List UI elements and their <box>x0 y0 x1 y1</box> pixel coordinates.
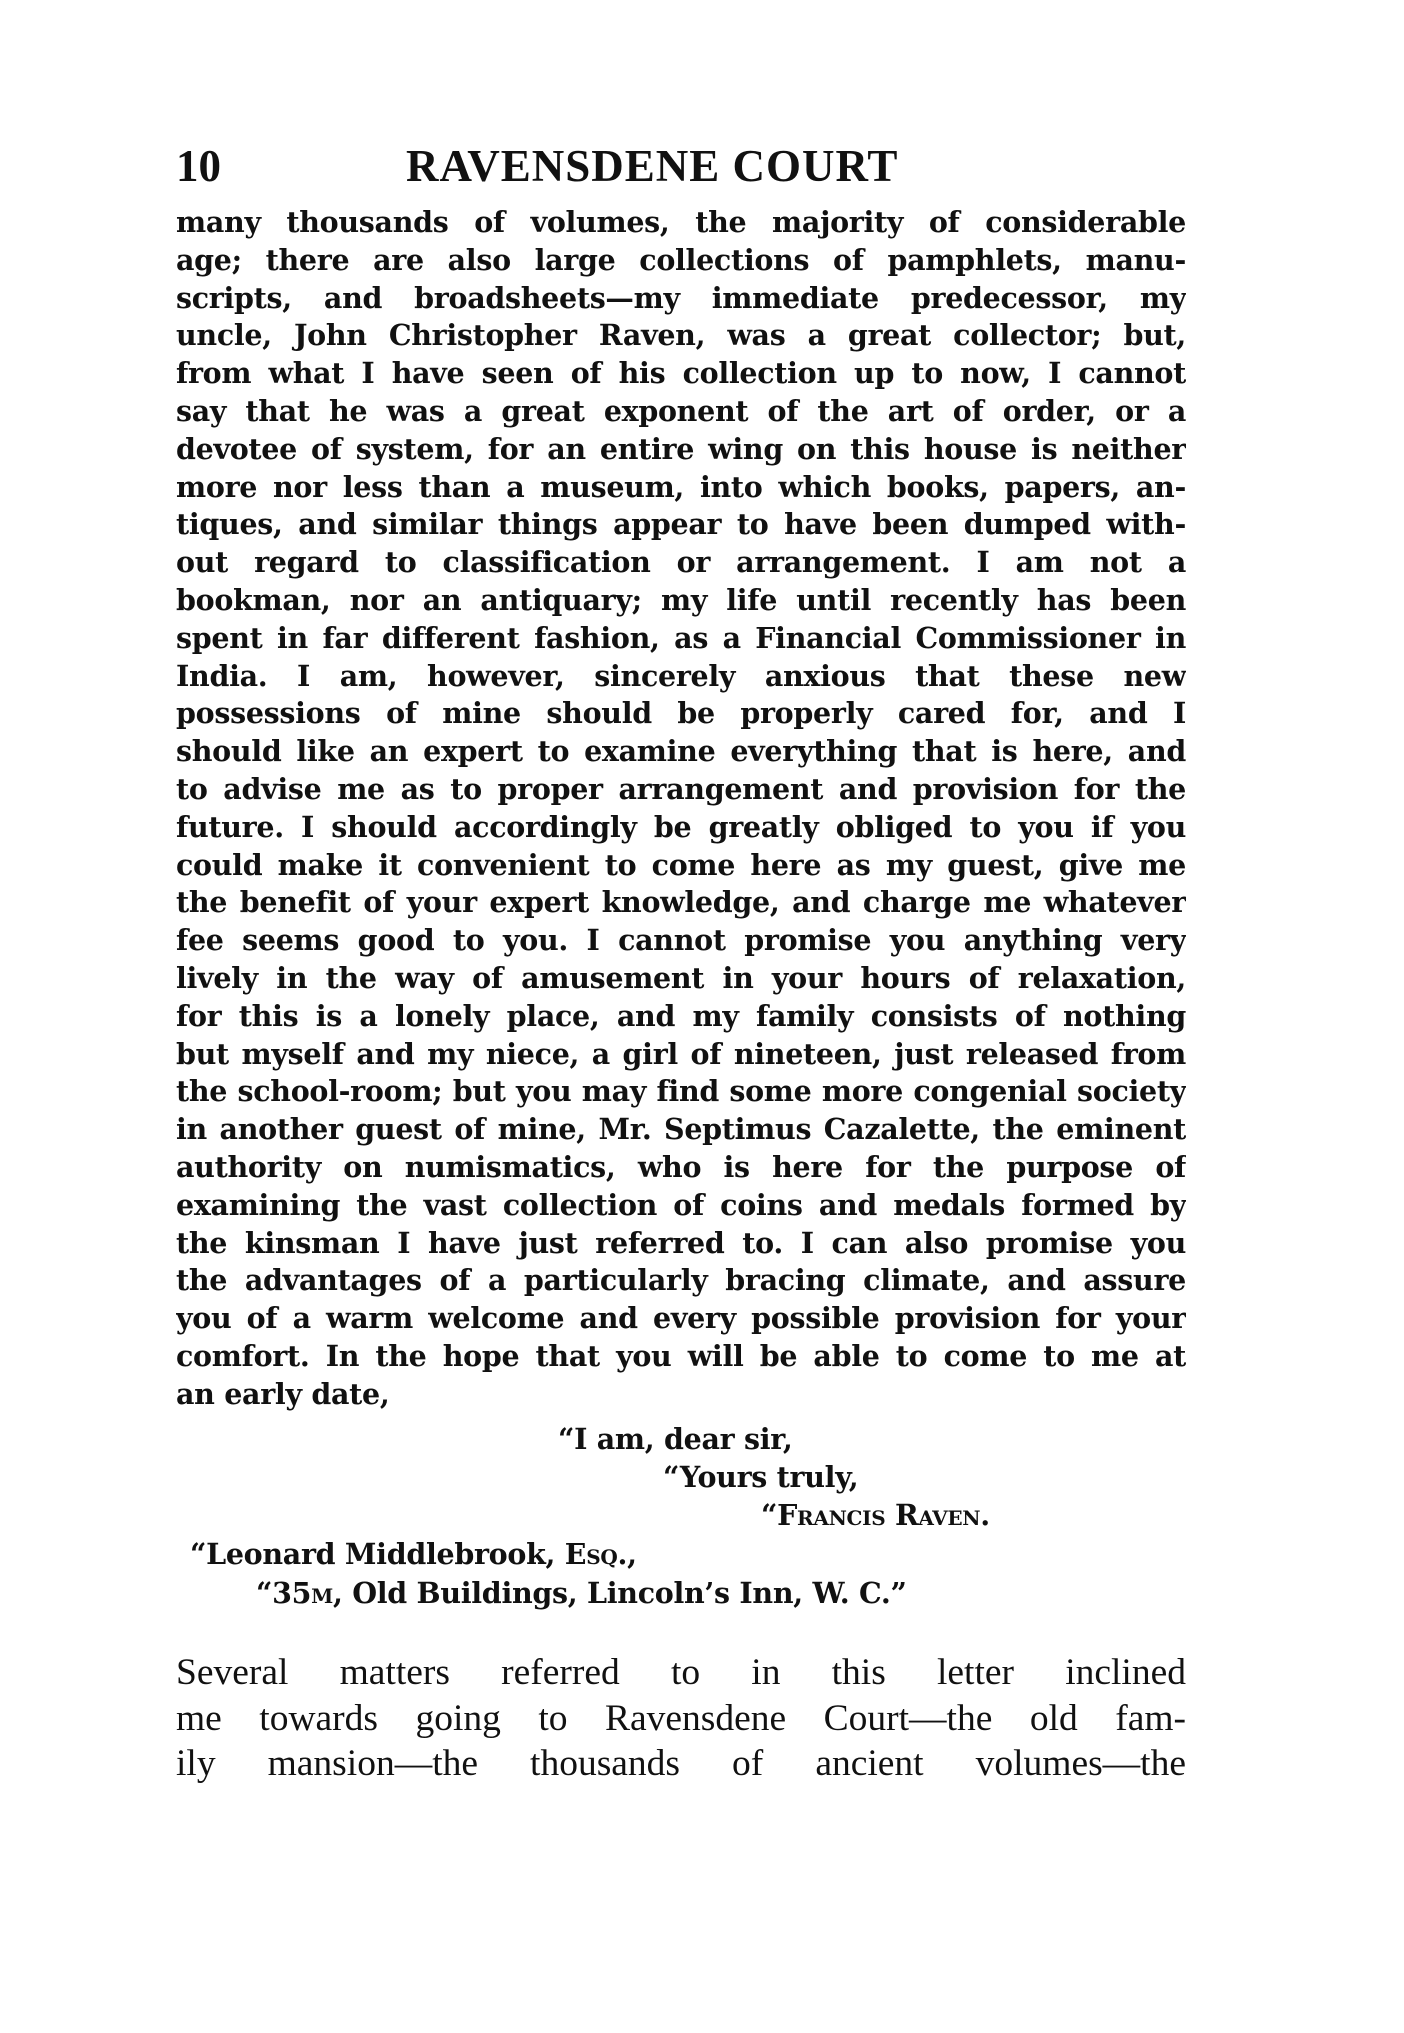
letter-valediction: “Yours truly, <box>663 1460 859 1494</box>
address-number: “35 <box>256 1576 312 1610</box>
letter-line: possessions of mine should be properly cared for, and I <box>176 696 1186 731</box>
letter-line: the advantages of a particularly bracing climate, and assure <box>176 1263 1186 1298</box>
letter-line: but myself and my niece, a girl of nineteen, just released from <box>176 1036 1186 1071</box>
letter-line: the kinsman I have just referred to. I can also promise you <box>176 1225 1186 1260</box>
letter-line: authority on numismatics, who is here for the purpose of <box>176 1149 1186 1184</box>
letter-salutation: “I am, dear sir, <box>558 1422 793 1456</box>
letter-line: lively in the way of amusement in your hours of relaxation, <box>176 960 1186 995</box>
letter-line: examining the vast collection of coins and medals formed by <box>176 1187 1186 1222</box>
letter-line: many thousands of volumes, the majority of considerable <box>176 205 1186 239</box>
narrative-line: ily mansion—the thousands of ancient volumes—the <box>176 1743 1186 1784</box>
letter-line: scripts, and broadsheets—my immediate predecessor, my <box>176 280 1186 315</box>
page-number: 10 <box>176 141 221 191</box>
letter-line: from what I have seen of his collection up to now, I cannot <box>176 356 1186 391</box>
narrative-line: Several matters referred to in this letter inclined <box>176 1652 1186 1693</box>
running-head: RAVENSDENE COURT <box>406 141 899 191</box>
letter-line: could make it convenient to come here as my guest, give me <box>176 847 1186 882</box>
letter-line: the school-room; but you may find some more congenial society <box>176 1074 1186 1109</box>
letter-line: in another guest of mine, Mr. Septimus Cazalette, the eminent <box>176 1112 1186 1147</box>
letter-line: the benefit of your expert knowledge, and charge me whatever <box>176 885 1186 920</box>
letter-line: India. I am, however, sincerely anxious that these new <box>176 658 1186 693</box>
narrative-line: me towards going to Ravensdene Court—the old fam- <box>176 1697 1186 1739</box>
letter-line: for this is a lonely place, and my family consists of nothing <box>176 998 1186 1033</box>
letter-address <box>256 1574 907 1612</box>
addressee-name: “Leonard Middlebrook, <box>190 1537 565 1571</box>
letter-line: to advise me as to proper arrangement and provision for the <box>176 771 1186 806</box>
letter-line: devotee of system, for an entire wing on this house is neither <box>176 431 1186 466</box>
letter-line: an early date, <box>176 1376 390 1411</box>
letter-line: comfort. In the hope that you will be able to come to me at <box>176 1338 1186 1373</box>
address-letter: m <box>311 1576 333 1610</box>
address-rest: , Old Buildings, Lincoln’s Inn, W. C.” <box>333 1576 907 1610</box>
letter-line: should like an expert to examine everything that is here, and <box>176 734 1186 769</box>
letter-line: out regard to classification or arrangement. I am not a <box>176 545 1186 580</box>
page-header <box>176 136 1186 196</box>
letter-line: bookman, nor an antiquary; my life until recently has been <box>176 582 1186 617</box>
letter-line: you of a warm welcome and every possible provision for your <box>176 1301 1186 1336</box>
letter-line: tiques, and similar things appear to have been dumped with- <box>176 507 1186 542</box>
addressee-comma: , <box>627 1537 637 1571</box>
letter-body <box>176 204 1186 1414</box>
letter-line: say that he was a great exponent of the art of order, or a <box>176 393 1186 428</box>
letter-line: uncle, John Christopher Raven, was a great collector; but, <box>176 318 1186 353</box>
letter-signature: “Francis Raven. <box>761 1498 990 1532</box>
narrative-paragraph <box>176 1650 1186 1787</box>
letter-line: age; there are also large collections of pamphlets, manu- <box>176 242 1186 277</box>
letter-line: more nor less than a museum, into which books, papers, an- <box>176 469 1186 504</box>
addressee-title: Esq. <box>564 1537 628 1571</box>
letter-line: future. I should accordingly be greatly obliged to you if you <box>176 809 1186 844</box>
letter-line: spent in far different fashion, as a Financial Commissioner in <box>176 620 1186 655</box>
letter-line: fee seems good to you. I cannot promise you anything very <box>176 923 1186 958</box>
letter-addressee <box>190 1535 637 1573</box>
